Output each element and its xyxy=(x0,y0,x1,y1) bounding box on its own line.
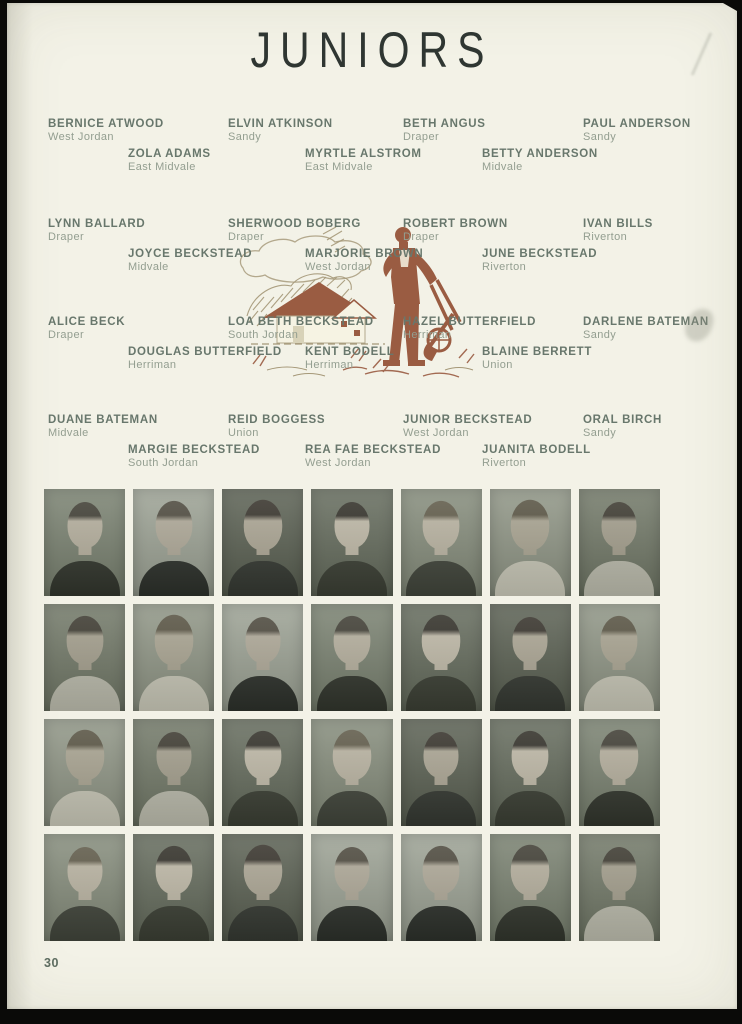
student-hometown: Riverton xyxy=(583,231,628,243)
student-name: DARLENE BATEMAN xyxy=(583,316,709,328)
portrait-photo xyxy=(579,489,660,596)
student-name: REA FAE BECKSTEAD xyxy=(305,444,442,456)
photo-vignette xyxy=(311,834,392,941)
portrait-photo xyxy=(401,719,482,826)
student-name: JUNIOR BECKSTEAD xyxy=(403,414,533,426)
portrait-photo xyxy=(44,719,125,826)
student-hometown: West Jordan xyxy=(403,427,469,439)
student-name: SHERWOOD BOBERG xyxy=(228,218,361,230)
roster-entry xyxy=(128,444,306,469)
roster-entry xyxy=(305,248,483,273)
portrait-photo xyxy=(311,719,392,826)
photo-vignette xyxy=(44,834,125,941)
student-name: DUANE BATEMAN xyxy=(48,414,158,426)
student-name: LOA BETH BECKSTEAD xyxy=(228,316,374,328)
roster-entry xyxy=(305,148,483,173)
student-hometown: Midvale xyxy=(482,161,523,173)
student-hometown: West Jordan xyxy=(305,457,371,469)
portrait-photo xyxy=(222,489,303,596)
portrait-photo xyxy=(490,489,571,596)
student-hometown: Draper xyxy=(403,231,440,243)
student-name: MYRTLE ALSTROM xyxy=(305,148,422,160)
roster-entry xyxy=(228,414,406,439)
student-name: JOYCE BECKSTEAD xyxy=(128,248,253,260)
student-hometown: Riverton xyxy=(482,457,527,469)
roster-entry xyxy=(583,414,742,439)
roster-entry xyxy=(48,118,226,143)
photo-vignette xyxy=(44,489,125,596)
roster-entry xyxy=(403,118,581,143)
roster-entry xyxy=(482,444,660,469)
student-hometown: Herriman xyxy=(305,359,354,371)
photo-vignette xyxy=(311,489,392,596)
photo-vignette xyxy=(490,489,571,596)
student-name: MARGIE BECKSTEAD xyxy=(128,444,260,456)
student-name: BETTY ANDERSON xyxy=(482,148,598,160)
student-name: JUNE BECKSTEAD xyxy=(482,248,598,260)
roster-entry xyxy=(305,346,483,371)
photo-vignette xyxy=(579,604,660,711)
student-name: IVAN BILLS xyxy=(583,218,654,230)
student-hometown: South Jordan xyxy=(128,457,199,469)
portrait-photo xyxy=(579,719,660,826)
photo-vignette xyxy=(579,489,660,596)
portrait-photo xyxy=(490,834,571,941)
photo-vignette xyxy=(311,604,392,711)
portrait-photo xyxy=(401,604,482,711)
student-name: BETH ANGUS xyxy=(403,118,486,130)
student-name: ORAL BIRCH xyxy=(583,414,662,426)
portrait-photo xyxy=(490,719,571,826)
portrait-photo xyxy=(401,489,482,596)
roster-entry xyxy=(583,218,742,243)
student-hometown: Midvale xyxy=(128,261,169,273)
roster-entry xyxy=(583,118,742,143)
scan-scratch xyxy=(691,32,712,75)
portrait-photo xyxy=(311,489,392,596)
portrait-photo xyxy=(222,604,303,711)
photo-vignette xyxy=(222,604,303,711)
photo-vignette xyxy=(579,834,660,941)
photo-vignette xyxy=(311,719,392,826)
roster-entry xyxy=(48,218,226,243)
photo-vignette xyxy=(133,489,214,596)
corner-notch xyxy=(723,3,737,11)
portrait-photo xyxy=(133,489,214,596)
student-hometown: Sandy xyxy=(583,329,617,341)
student-name: ZOLA ADAMS xyxy=(128,148,211,160)
student-name: ROBERT BROWN xyxy=(403,218,508,230)
student-name: BERNICE ATWOOD xyxy=(48,118,164,130)
portrait-photo xyxy=(133,604,214,711)
portrait-grid xyxy=(44,489,660,941)
roster-entry xyxy=(583,316,742,341)
photo-vignette xyxy=(222,489,303,596)
student-name: LYNN BALLARD xyxy=(48,218,146,230)
student-hometown: Draper xyxy=(48,231,85,243)
roster-entry xyxy=(482,346,660,371)
photo-vignette xyxy=(44,604,125,711)
student-hometown: Union xyxy=(228,427,259,439)
portrait-photo xyxy=(44,489,125,596)
gutter-shade xyxy=(7,3,33,1009)
student-name: DOUGLAS BUTTERFIELD xyxy=(128,346,282,358)
student-name: JUANITA BODELL xyxy=(482,444,591,456)
student-hometown: West Jordan xyxy=(305,261,371,273)
roster-entry xyxy=(482,148,660,173)
student-hometown: South Jordan xyxy=(228,329,299,341)
student-hometown: West Jordan xyxy=(48,131,114,143)
roster-entry xyxy=(128,248,306,273)
portrait-photo xyxy=(133,834,214,941)
student-name: REID BOGGESS xyxy=(228,414,326,426)
photo-vignette xyxy=(490,834,571,941)
portrait-photo xyxy=(311,834,392,941)
portrait-photo xyxy=(222,719,303,826)
student-hometown: Riverton xyxy=(482,261,527,273)
roster-entry xyxy=(228,118,406,143)
portrait-photo xyxy=(490,604,571,711)
photo-vignette xyxy=(490,604,571,711)
student-hometown: Union xyxy=(482,359,513,371)
student-name: ELVIN ATKINSON xyxy=(228,118,333,130)
photo-vignette xyxy=(133,604,214,711)
student-hometown: Draper xyxy=(48,329,85,341)
portrait-photo xyxy=(222,834,303,941)
photo-vignette xyxy=(133,719,214,826)
portrait-photo xyxy=(44,604,125,711)
photo-vignette xyxy=(401,489,482,596)
student-hometown: Draper xyxy=(403,131,440,143)
roster-entry xyxy=(128,346,306,371)
photo-vignette xyxy=(490,719,571,826)
roster-entry xyxy=(403,414,581,439)
student-hometown: East Midvale xyxy=(305,161,373,173)
photo-vignette xyxy=(222,834,303,941)
portrait-photo xyxy=(133,719,214,826)
portrait-photo xyxy=(579,834,660,941)
page-number: 30 xyxy=(44,956,59,970)
roster-entry xyxy=(305,444,483,469)
student-hometown: Sandy xyxy=(228,131,262,143)
student-name: ALICE BECK xyxy=(48,316,126,328)
roster-entry xyxy=(403,218,581,243)
student-hometown: East Midvale xyxy=(128,161,196,173)
student-hometown: Sandy xyxy=(583,131,617,143)
student-hometown: Draper xyxy=(228,231,265,243)
student-name: HAZEL BUTTERFIELD xyxy=(403,316,537,328)
page-title: JUNIORS xyxy=(250,22,494,78)
student-hometown: Herriman xyxy=(403,329,452,341)
photo-vignette xyxy=(401,719,482,826)
photo-vignette xyxy=(133,834,214,941)
portrait-photo xyxy=(401,834,482,941)
roster-entry xyxy=(482,248,660,273)
photo-vignette xyxy=(222,719,303,826)
portrait-photo xyxy=(44,834,125,941)
student-hometown: Midvale xyxy=(48,427,89,439)
student-hometown: Sandy xyxy=(583,427,617,439)
photo-vignette xyxy=(44,719,125,826)
yearbook-page xyxy=(7,3,737,1009)
student-hometown: Herriman xyxy=(128,359,177,371)
student-name: MARJORIE BROWN xyxy=(305,248,424,260)
photo-vignette xyxy=(579,719,660,826)
roster-entry xyxy=(403,316,581,341)
student-name: BLAINE BERRETT xyxy=(482,346,593,358)
roster-entry xyxy=(128,148,306,173)
photo-vignette xyxy=(401,604,482,711)
student-name: PAUL ANDERSON xyxy=(583,118,691,130)
roster-entry xyxy=(228,316,406,341)
roster-entry xyxy=(48,316,226,341)
photo-vignette xyxy=(401,834,482,941)
roster-entry xyxy=(48,414,226,439)
portrait-photo xyxy=(311,604,392,711)
portrait-photo xyxy=(579,604,660,711)
student-name: KENT BODELL xyxy=(305,346,395,358)
roster-entry xyxy=(228,218,406,243)
